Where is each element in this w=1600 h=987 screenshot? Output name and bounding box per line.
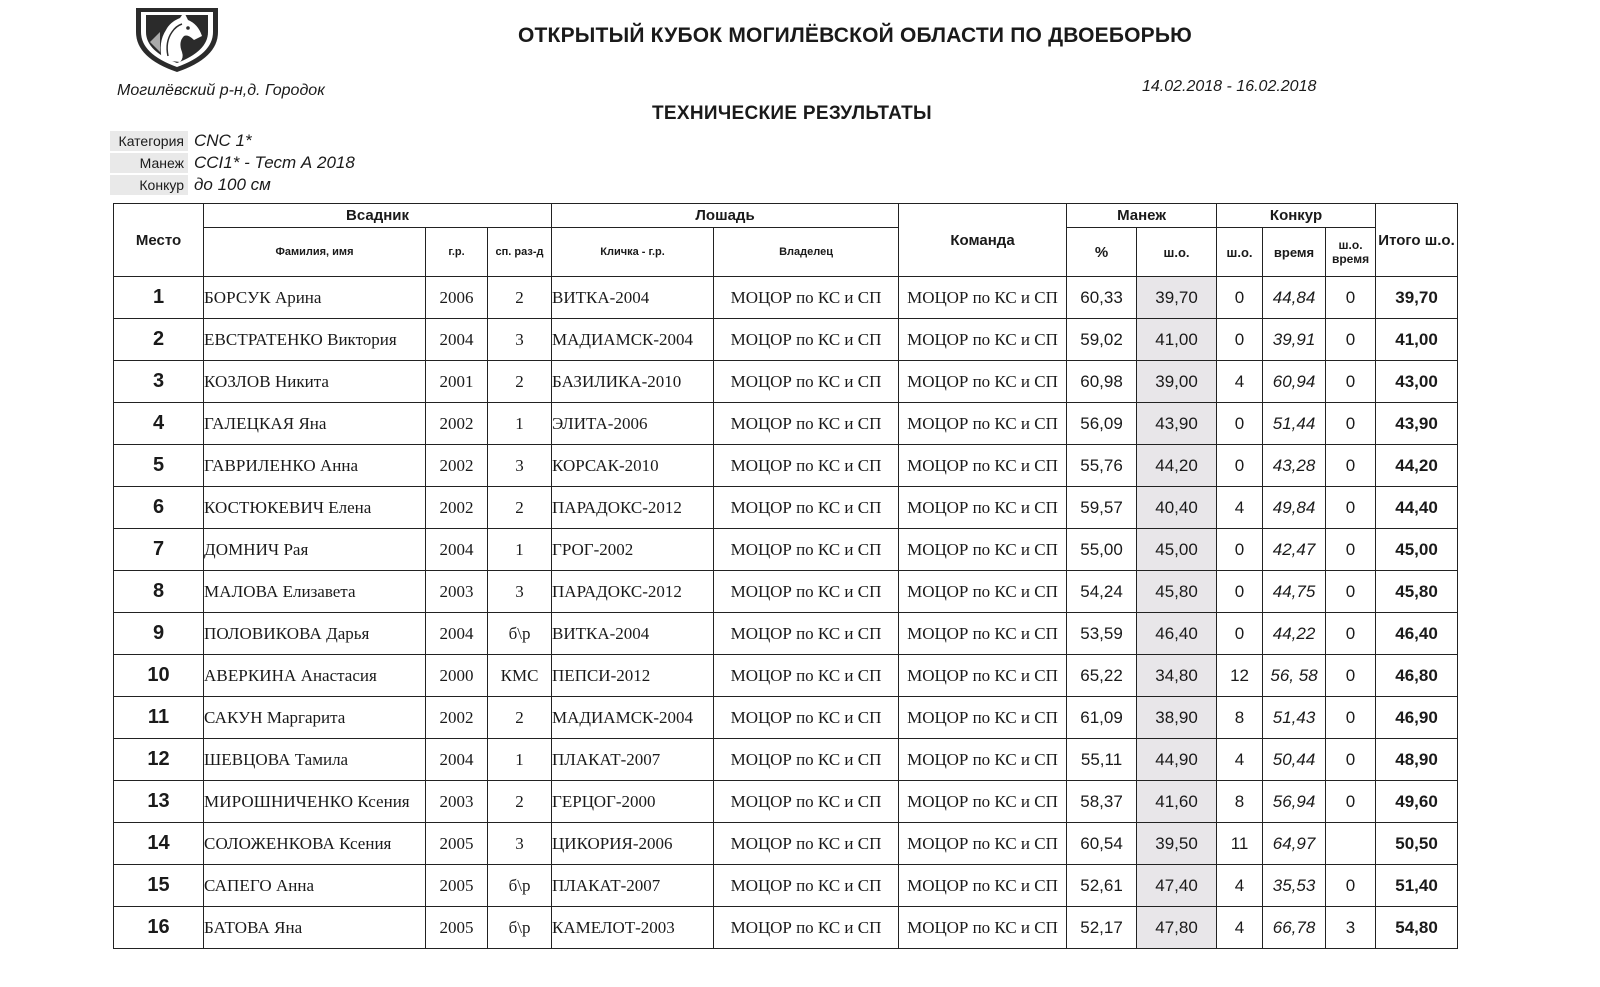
rider-name-cell (204, 655, 426, 697)
event-location: Могилёвский р-н,д. Городок (117, 82, 325, 99)
dressage-penalty-cell: 44,20 (1137, 445, 1217, 487)
rider-first-name: Яна (274, 917, 303, 937)
horse-cell: КОРСАК-2010 (552, 445, 714, 487)
team-cell: МОЦОР по КС и СП (899, 697, 1067, 739)
horse-cell: ГРОГ-2002 (552, 529, 714, 571)
place-cell: 9 (114, 613, 204, 655)
dressage-percent-cell: 52,17 (1067, 907, 1137, 949)
birth-year-cell: 2005 (426, 907, 488, 949)
rider-first-name: Рая (283, 539, 309, 559)
time-cell: 49,84 (1263, 487, 1326, 529)
rider-name-cell (204, 277, 426, 319)
horse-cell: ЭЛИТА-2006 (552, 403, 714, 445)
place-cell: 2 (114, 319, 204, 361)
birth-year-cell: 2005 (426, 865, 488, 907)
table-row (114, 865, 1458, 907)
rider-first-name: Никита (274, 371, 329, 391)
dressage-penalty-cell: 47,80 (1137, 907, 1217, 949)
results-table (113, 203, 1458, 949)
category-label: Категория (110, 131, 188, 151)
jumping-penalty-cell: 0 (1217, 319, 1263, 361)
rider-surname: САПЕГО (204, 875, 272, 895)
rider-first-name: Ксения (357, 791, 410, 811)
rider-first-name: Ксения (339, 833, 392, 853)
dressage-header: Манеж (1067, 204, 1217, 228)
rank-cell: КМС (488, 655, 552, 697)
horse-cell: ПЛАКАТ-2007 (552, 865, 714, 907)
owner-cell: МОЦОР по КС и СП (714, 571, 899, 613)
category-value: CNC 1* (194, 131, 252, 150)
birth-year-cell: 2002 (426, 697, 488, 739)
dressage-penalty-cell: 45,00 (1137, 529, 1217, 571)
horse-cell: ПЛАКАТ-2007 (552, 739, 714, 781)
time-cell: 43,28 (1263, 445, 1326, 487)
rider-name-cell (204, 907, 426, 949)
time-penalty-cell: 0 (1326, 277, 1376, 319)
dressage-penalty-cell: 45,80 (1137, 571, 1217, 613)
place-header: Место (114, 204, 204, 277)
dressage-percent-cell: 56,09 (1067, 403, 1137, 445)
time-penalty-cell: 0 (1326, 697, 1376, 739)
time-penalty-cell: 3 (1326, 907, 1376, 949)
rank-cell: б\р (488, 613, 552, 655)
rider-surname: МАЛОВА (204, 581, 279, 601)
birth-year-cell: 2003 (426, 781, 488, 823)
horse-cell: КАМЕЛОТ-2003 (552, 907, 714, 949)
horse-cell: МАДИАМСК-2004 (552, 319, 714, 361)
rider-surname: ГАВРИЛЕНКО (204, 455, 316, 475)
team-cell: МОЦОР по КС и СП (899, 655, 1067, 697)
owner-cell: МОЦОР по КС и СП (714, 277, 899, 319)
jumping-height-label: Конкур (110, 175, 188, 195)
rider-surname: БАТОВА (204, 917, 270, 937)
place-cell: 13 (114, 781, 204, 823)
time-cell: 35,53 (1263, 865, 1326, 907)
rider-surname: БОРСУК (204, 287, 271, 307)
time-cell: 51,44 (1263, 403, 1326, 445)
place-cell: 3 (114, 361, 204, 403)
rider-name-cell (204, 697, 426, 739)
rank-cell: 1 (488, 403, 552, 445)
place-cell: 16 (114, 907, 204, 949)
team-cell: МОЦОР по КС и СП (899, 361, 1067, 403)
owner-cell: МОЦОР по КС и СП (714, 739, 899, 781)
dressage-percent-cell: 61,09 (1067, 697, 1137, 739)
rank-cell: 2 (488, 781, 552, 823)
time-penalty-cell: 0 (1326, 487, 1376, 529)
rider-name-cell (204, 823, 426, 865)
team-cell: МОЦОР по КС и СП (899, 445, 1067, 487)
place-cell: 10 (114, 655, 204, 697)
owner-cell: МОЦОР по КС и СП (714, 361, 899, 403)
jumping-height-value: до 100 см (194, 175, 271, 194)
place-cell: 6 (114, 487, 204, 529)
rider-surname: КОСТЮКЕВИЧ (204, 497, 324, 517)
table-row (114, 319, 1458, 361)
rider-surname: САКУН (204, 707, 263, 727)
rider-name-cell (204, 361, 426, 403)
time-cell: 44,75 (1263, 571, 1326, 613)
owner-cell: МОЦОР по КС и СП (714, 907, 899, 949)
event-dates: 14.02.2018 - 16.02.2018 (1142, 78, 1317, 95)
total-cell: 54,80 (1376, 907, 1458, 949)
rider-first-name: Анастасия (300, 665, 377, 685)
team-cell: МОЦОР по КС и СП (899, 865, 1067, 907)
dressage-test-value: CCI1* - Тест А 2018 (194, 153, 355, 172)
dressage-penalty-column-header: ш.о. (1137, 228, 1217, 277)
owner-cell: МОЦОР по КС и СП (714, 319, 899, 361)
dressage-percent-cell: 59,02 (1067, 319, 1137, 361)
team-cell: МОЦОР по КС и СП (899, 907, 1067, 949)
time-cell: 66,78 (1263, 907, 1326, 949)
time-penalty-cell: 0 (1326, 781, 1376, 823)
jumping-penalty-cell: 4 (1217, 361, 1263, 403)
results-body (114, 277, 1458, 949)
dressage-percent-cell: 65,22 (1067, 655, 1137, 697)
jumping-penalty-cell: 0 (1217, 277, 1263, 319)
rider-name-cell (204, 571, 426, 613)
total-cell: 46,40 (1376, 613, 1458, 655)
rider-first-name: Анна (319, 455, 358, 475)
team-header: Команда (899, 204, 1067, 277)
jumping-penalty-cell: 11 (1217, 823, 1263, 865)
time-cell: 50,44 (1263, 739, 1326, 781)
dressage-penalty-cell: 38,90 (1137, 697, 1217, 739)
time-penalty-cell: 0 (1326, 403, 1376, 445)
jumping-penalty-cell: 0 (1217, 571, 1263, 613)
time-penalty-cell: 0 (1326, 319, 1376, 361)
table-row (114, 571, 1458, 613)
horse-cell: БАЗИЛИКА-2010 (552, 361, 714, 403)
dressage-percent-cell: 59,57 (1067, 487, 1137, 529)
dressage-penalty-cell: 39,50 (1137, 823, 1217, 865)
horse-header: Лошадь (552, 204, 899, 228)
rider-name-cell (204, 319, 426, 361)
birth-year-cell: 2004 (426, 529, 488, 571)
rider-first-name: Елизавета (282, 581, 356, 601)
horse-cell: ВИТКА-2004 (552, 277, 714, 319)
dressage-penalty-cell: 41,60 (1137, 781, 1217, 823)
birth-year-cell: 2002 (426, 487, 488, 529)
total-cell: 49,60 (1376, 781, 1458, 823)
rider-name-cell (204, 865, 426, 907)
table-row (114, 403, 1458, 445)
header-group-row (114, 204, 1458, 228)
birth-year-cell: 2003 (426, 571, 488, 613)
team-cell: МОЦОР по КС и СП (899, 319, 1067, 361)
dressage-percent-cell: 52,61 (1067, 865, 1137, 907)
horse-head-logo (132, 2, 222, 74)
rider-first-name: Виктория (327, 329, 397, 349)
owner-cell: МОЦОР по КС и СП (714, 781, 899, 823)
rider-name-cell (204, 403, 426, 445)
time-cell: 64,97 (1263, 823, 1326, 865)
place-cell: 11 (114, 697, 204, 739)
dressage-test-row (110, 152, 355, 174)
time-penalty-cell: 0 (1326, 655, 1376, 697)
team-cell: МОЦОР по КС и СП (899, 823, 1067, 865)
total-cell: 39,70 (1376, 277, 1458, 319)
dressage-percent-cell: 54,24 (1067, 571, 1137, 613)
rider-surname: СОЛОЖЕНКОВА (204, 833, 335, 853)
rider-name-cell (204, 445, 426, 487)
time-cell: 60,94 (1263, 361, 1326, 403)
team-cell: МОЦОР по КС и СП (899, 571, 1067, 613)
rank-cell: 3 (488, 823, 552, 865)
category-row (110, 130, 355, 152)
rank-cell: б\р (488, 907, 552, 949)
rider-first-name: Маргарита (266, 707, 346, 727)
table-row (114, 361, 1458, 403)
time-cell: 44,22 (1263, 613, 1326, 655)
dressage-percent-cell: 60,54 (1067, 823, 1137, 865)
rider-name-cell (204, 529, 426, 571)
total-cell: 44,20 (1376, 445, 1458, 487)
rank-cell: 1 (488, 529, 552, 571)
total-header: Итого ш.о. (1376, 204, 1458, 277)
horse-cell: ПАРАДОКС-2012 (552, 571, 714, 613)
owner-cell: МОЦОР по КС и СП (714, 697, 899, 739)
rider-name-cell (204, 781, 426, 823)
time-penalty-cell: 0 (1326, 445, 1376, 487)
dressage-penalty-cell: 39,70 (1137, 277, 1217, 319)
percent-column-header: % (1067, 228, 1137, 277)
jumping-penalty-cell: 4 (1217, 739, 1263, 781)
jumping-penalty-cell: 0 (1217, 529, 1263, 571)
time-column-header: время (1263, 228, 1326, 277)
dressage-penalty-cell: 39,00 (1137, 361, 1217, 403)
dressage-percent-cell: 58,37 (1067, 781, 1137, 823)
place-cell: 1 (114, 277, 204, 319)
dressage-penalty-cell: 47,40 (1137, 865, 1217, 907)
birth-year-cell: 2004 (426, 739, 488, 781)
team-cell: МОЦОР по КС и СП (899, 781, 1067, 823)
rider-name-cell (204, 613, 426, 655)
jumping-penalty-cell: 0 (1217, 445, 1263, 487)
table-row (114, 613, 1458, 655)
time-penalty-cell: 0 (1326, 865, 1376, 907)
rider-surname: АВЕРКИНА (204, 665, 297, 685)
birth-column-header: г.р. (426, 228, 488, 277)
team-cell: МОЦОР по КС и СП (899, 613, 1067, 655)
jumping-penalty-cell: 0 (1217, 613, 1263, 655)
time-cell: 44,84 (1263, 277, 1326, 319)
time-penalty-cell: 0 (1326, 571, 1376, 613)
rank-cell: 2 (488, 697, 552, 739)
total-cell: 48,90 (1376, 739, 1458, 781)
jumping-penalty-cell: 12 (1217, 655, 1263, 697)
horse-name-column-header: Кличка - г.р. (552, 228, 714, 277)
total-cell: 43,00 (1376, 361, 1458, 403)
time-penalty-cell: 0 (1326, 739, 1376, 781)
time-penalty-cell (1326, 823, 1376, 865)
rider-first-name: Елена (328, 497, 372, 517)
birth-year-cell: 2002 (426, 403, 488, 445)
rider-header: Всадник (204, 204, 552, 228)
table-row (114, 487, 1458, 529)
rank-cell: б\р (488, 865, 552, 907)
team-cell: МОЦОР по КС и СП (899, 277, 1067, 319)
total-cell: 45,80 (1376, 571, 1458, 613)
birth-year-cell: 2002 (426, 445, 488, 487)
team-cell: МОЦОР по КС и СП (899, 739, 1067, 781)
total-cell: 41,00 (1376, 319, 1458, 361)
rider-surname: ПОЛОВИКОВА (204, 623, 322, 643)
owner-cell: МОЦОР по КС и СП (714, 613, 899, 655)
jumping-penalty-cell: 4 (1217, 487, 1263, 529)
owner-cell: МОЦОР по КС и СП (714, 655, 899, 697)
birth-year-cell: 2004 (426, 319, 488, 361)
rank-cell: 2 (488, 487, 552, 529)
horse-cell: ПЕПСИ-2012 (552, 655, 714, 697)
rank-cell: 3 (488, 571, 552, 613)
dressage-penalty-cell: 41,00 (1137, 319, 1217, 361)
rider-surname: КОЗЛОВ (204, 371, 271, 391)
jumping-penalty-cell: 0 (1217, 403, 1263, 445)
rider-surname: ДОМНИЧ (204, 539, 280, 559)
rank-cell: 2 (488, 361, 552, 403)
rider-surname: ШЕВЦОВА (204, 749, 291, 769)
total-cell: 46,80 (1376, 655, 1458, 697)
rider-first-name: Арина (274, 287, 322, 307)
table-row (114, 529, 1458, 571)
jumping-penalty-cell: 8 (1217, 697, 1263, 739)
table-row (114, 277, 1458, 319)
jumping-penalty-column-header: ш.о. (1217, 228, 1263, 277)
horse-cell: ГЕРЦОГ-2000 (552, 781, 714, 823)
birth-year-cell: 2001 (426, 361, 488, 403)
dressage-penalty-cell: 43,90 (1137, 403, 1217, 445)
jumping-header: Конкур (1217, 204, 1376, 228)
owner-cell: МОЦОР по КС и СП (714, 445, 899, 487)
birth-year-cell: 2006 (426, 277, 488, 319)
dressage-penalty-cell: 46,40 (1137, 613, 1217, 655)
birth-year-cell: 2004 (426, 613, 488, 655)
dressage-percent-cell: 60,98 (1067, 361, 1137, 403)
time-cell: 56, 58 (1263, 655, 1326, 697)
place-cell: 4 (114, 403, 204, 445)
rank-cell: 3 (488, 319, 552, 361)
total-cell: 50,50 (1376, 823, 1458, 865)
competition-info (110, 130, 355, 196)
total-cell: 46,90 (1376, 697, 1458, 739)
rider-first-name: Яна (298, 413, 327, 433)
rider-name-cell (204, 487, 426, 529)
rank-column-header: сп. раз-д (488, 228, 552, 277)
header-column-row (114, 228, 1458, 277)
table-row (114, 445, 1458, 487)
time-cell: 39,91 (1263, 319, 1326, 361)
time-penalty-cell: 0 (1326, 361, 1376, 403)
jumping-penalty-cell: 8 (1217, 781, 1263, 823)
rank-cell: 3 (488, 445, 552, 487)
table-row (114, 655, 1458, 697)
jumping-penalty-cell: 4 (1217, 865, 1263, 907)
page-subtitle: ТЕХНИЧЕСКИЕ РЕЗУЛЬТАТЫ (652, 103, 932, 124)
dressage-percent-cell: 60,33 (1067, 277, 1137, 319)
rider-name-cell (204, 739, 426, 781)
birth-year-cell: 2005 (426, 823, 488, 865)
owner-cell: МОЦОР по КС и СП (714, 403, 899, 445)
rank-cell: 2 (488, 277, 552, 319)
time-cell: 56,94 (1263, 781, 1326, 823)
dressage-penalty-cell: 44,90 (1137, 739, 1217, 781)
place-cell: 7 (114, 529, 204, 571)
dressage-percent-cell: 53,59 (1067, 613, 1137, 655)
rider-first-name: Тамила (294, 749, 349, 769)
dressage-percent-cell: 55,11 (1067, 739, 1137, 781)
team-cell: МОЦОР по КС и СП (899, 403, 1067, 445)
birth-year-cell: 2000 (426, 655, 488, 697)
time-penalty-cell: 0 (1326, 529, 1376, 571)
total-cell: 43,90 (1376, 403, 1458, 445)
horse-cell: МАДИАМСК-2004 (552, 697, 714, 739)
dressage-penalty-cell: 34,80 (1137, 655, 1217, 697)
dressage-test-label: Манеж (110, 153, 188, 173)
rider-surname: ЕВСТРАТЕНКО (204, 329, 323, 349)
total-cell: 44,40 (1376, 487, 1458, 529)
owner-column-header: Владелец (714, 228, 899, 277)
horse-cell: ПАРАДОКС-2012 (552, 487, 714, 529)
rider-first-name: Дарья (326, 623, 370, 643)
table-row (114, 823, 1458, 865)
place-cell: 12 (114, 739, 204, 781)
jumping-height-row (110, 174, 355, 196)
rider-surname: МИРОШНИЧЕНКО (204, 791, 354, 811)
dressage-percent-cell: 55,76 (1067, 445, 1137, 487)
table-row (114, 781, 1458, 823)
total-cell: 45,00 (1376, 529, 1458, 571)
page-title: ОТКРЫТЫЙ КУБОК МОГИЛЁВСКОЙ ОБЛАСТИ ПО ДВОЕБОРЬЮ (518, 24, 1193, 47)
table-row (114, 697, 1458, 739)
rider-surname: ГАЛЕЦКАЯ (204, 413, 295, 433)
place-cell: 5 (114, 445, 204, 487)
total-cell: 51,40 (1376, 865, 1458, 907)
time-penalty-cell: 0 (1326, 613, 1376, 655)
owner-cell: МОЦОР по КС и СП (714, 865, 899, 907)
time-cell: 42,47 (1263, 529, 1326, 571)
owner-cell: МОЦОР по КС и СП (714, 823, 899, 865)
place-cell: 14 (114, 823, 204, 865)
horse-cell: ВИТКА-2004 (552, 613, 714, 655)
time-penalty-column-header: ш.о. время (1326, 228, 1376, 277)
name-column-header: Фамилия, имя (204, 228, 426, 277)
place-cell: 8 (114, 571, 204, 613)
team-cell: МОЦОР по КС и СП (899, 529, 1067, 571)
rank-cell: 1 (488, 739, 552, 781)
horse-cell: ЦИКОРИЯ-2006 (552, 823, 714, 865)
owner-cell: МОЦОР по КС и СП (714, 487, 899, 529)
dressage-penalty-cell: 40,40 (1137, 487, 1217, 529)
table-row (114, 739, 1458, 781)
rider-first-name: Анна (275, 875, 314, 895)
dressage-percent-cell: 55,00 (1067, 529, 1137, 571)
place-cell: 15 (114, 865, 204, 907)
jumping-penalty-cell: 4 (1217, 907, 1263, 949)
team-cell: МОЦОР по КС и СП (899, 487, 1067, 529)
time-cell: 51,43 (1263, 697, 1326, 739)
owner-cell: МОЦОР по КС и СП (714, 529, 899, 571)
table-row (114, 907, 1458, 949)
